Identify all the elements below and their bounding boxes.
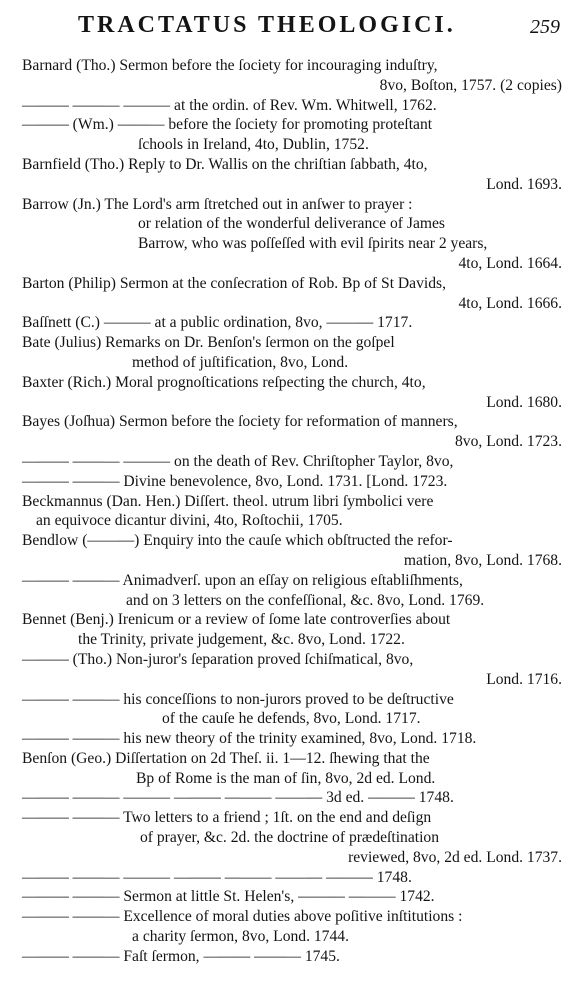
entry-line: an equivoce dicantur divini, 4to, Roſtochii, 1705. <box>36 512 343 530</box>
bibliography-entry <box>0 492 579 532</box>
entry-line: reviewed, 8vo, 2d ed. Lond. 1737. <box>348 848 562 866</box>
entry-line: Bendlow (———) Enquiry into the cauſe which obſtructed the refor- <box>22 532 453 550</box>
entry-line: of the cauſe he defends, 8vo, Lond. 1717. <box>162 710 421 728</box>
entry-line: ——— ——— ——— ——— ——— ——— 3d ed. ——— 1748. <box>22 789 454 807</box>
bibliography-entry <box>0 947 579 967</box>
entry-line: a charity ſermon, 8vo, Lond. 1744. <box>132 928 349 946</box>
page-number: 259 <box>530 16 560 38</box>
entry-line: or relation of the wonderful deliverance of James <box>138 215 445 233</box>
bibliography-entry <box>0 749 579 789</box>
bibliography-entry <box>0 610 579 650</box>
page-title: TRACTATUS THEOLOGICI. <box>78 12 456 38</box>
bibliography-entry <box>0 115 579 155</box>
entry-line: Barnard (Tho.) Sermon before the ſociety for incouraging induſtry, <box>22 57 438 74</box>
bibliography-entry <box>0 650 579 690</box>
entry-line: ——— ——— ——— ——— ——— ——— ——— 1748. <box>22 868 412 886</box>
bibliography-entry <box>0 155 579 195</box>
running-header <box>0 10 579 44</box>
entry-line: Bate (Julius) Remarks on Dr. Benſon's ſermon on the goſpel <box>22 334 395 352</box>
entry-line: method of juſtification, 8vo, Lond. <box>132 353 349 371</box>
entry-line: 4to, Lond. 1666. <box>458 294 562 312</box>
bibliography-entry <box>0 274 579 314</box>
entry-line: ——— ——— ——— at the ordin. of Rev. Wm. Whitwell, 1762. <box>22 96 437 114</box>
entry-line: ——— ——— Animadverſ. upon an eſſay on religious eſtabliſhments, <box>22 571 463 589</box>
entry-line: ——— (Tho.) Non-juror's ſeparation proved ſchiſmatical, 8vo, <box>22 650 414 668</box>
entry-line: ——— ——— Divine benevolence, 8vo, Lond. 1731. [Lond. 1723. <box>22 472 448 490</box>
bibliography-entry <box>0 808 579 867</box>
entry-line: ——— ——— ——— on the death of Rev. Chriſtopher Taylor, 8vo, <box>22 452 454 470</box>
bibliography-entry <box>0 887 579 907</box>
entry-line: 8vo, Boſton, 1757. (2 copies) <box>379 76 562 94</box>
entry-line: Barrow (Jn.) The Lord's arm ſtretched out in anſwer to prayer : <box>22 195 413 213</box>
bibliography-entry <box>0 313 579 333</box>
entry-line: Benſon (Geo.) Diſſertation on 2d Theſ. ii. 1—12. ſhewing that the <box>22 749 430 767</box>
bibliography-entry <box>0 195 579 274</box>
entry-line: ——— ——— his conceſſions to non-jurors proved to be deſtructive <box>22 690 454 708</box>
entry-line: ſchools in Ireland, 4to, Dublin, 1752. <box>138 136 369 154</box>
entry-line: Bp of Rome is the man of ſin, 8vo, 2d ed. Lond. <box>136 769 436 787</box>
entry-line: 8vo, Lond. 1723. <box>455 433 562 451</box>
bibliography-entry <box>0 333 579 373</box>
bibliography-entry <box>0 571 579 611</box>
entry-line: Barton (Philip) Sermon at the conſecration of Rob. Bp of St Davids, <box>22 274 447 292</box>
bibliography-entry <box>0 531 579 571</box>
entry-line: Baxter (Rich.) Moral prognoſtications reſpecting the church, 4to, <box>22 373 426 391</box>
entry-line: ——— ——— Excellence of moral duties above poſitive inſtitutions : <box>22 908 463 926</box>
bibliography-entry <box>0 907 579 947</box>
entry-line: Baſſnett (C.) ——— at a public ordination, 8vo, ——— 1717. <box>22 314 413 332</box>
entry-line: and on 3 letters on the confeſſional, &c. 8vo, Lond. 1769. <box>126 591 485 609</box>
bibliography-entry <box>0 690 579 730</box>
bibliography-entry <box>0 56 579 96</box>
bibliography-entry <box>0 788 579 808</box>
entry-line: Barnfield (Tho.) Reply to Dr. Wallis on the chriſtian ſabbath, 4to, <box>22 155 428 173</box>
entry-line: Barrow, who was poſſeſſed with evil ſpirits near 2 years, <box>138 235 488 253</box>
entry-line: the Trinity, private judgement, &c. 8vo, Lond. 1722. <box>78 631 405 649</box>
entry-line: Bennet (Benj.) Irenicum or a review of ſome late controverſies about <box>22 611 451 629</box>
entry-line: Bayes (Joſhua) Sermon before the ſociety for reformation of manners, <box>22 413 458 431</box>
entry-line: Lond. 1680. <box>486 393 562 411</box>
entry-line: ——— ——— Two letters to a friend ; 1ſt. on the end and deſign <box>22 809 432 827</box>
bibliography-entry <box>0 96 579 116</box>
entry-line: mation, 8vo, Lond. 1768. <box>403 551 562 569</box>
bibliography-entries <box>0 56 579 967</box>
entry-line: ——— ——— Faſt ſermon, ——— ——— 1745. <box>22 947 340 965</box>
bibliography-entry <box>0 412 579 452</box>
bibliography-entry <box>0 472 579 492</box>
bibliography-entry <box>0 373 579 413</box>
bibliography-entry <box>0 729 579 749</box>
entry-line: 4to, Lond. 1664. <box>458 254 562 272</box>
entry-line: ——— (Wm.) ——— before the ſociety for promoting proteſtant <box>22 116 433 134</box>
bibliography-entry <box>0 452 579 472</box>
entry-line: Lond. 1693. <box>486 175 562 193</box>
entry-line: Lond. 1716. <box>486 670 562 688</box>
entry-line: Beckmannus (Dan. Hen.) Diſſert. theol. utrum libri ſymbolici vere <box>22 492 434 510</box>
bibliography-entry <box>0 868 579 888</box>
entry-line: ——— ——— his new theory of the trinity examined, 8vo, Lond. 1718. <box>22 730 477 748</box>
entry-line: ——— ——— Sermon at little St. Helen's, ——— ——— 1742. <box>22 888 435 906</box>
entry-line: of prayer, &c. 2d. the doctrine of prædeſtination <box>140 829 440 847</box>
